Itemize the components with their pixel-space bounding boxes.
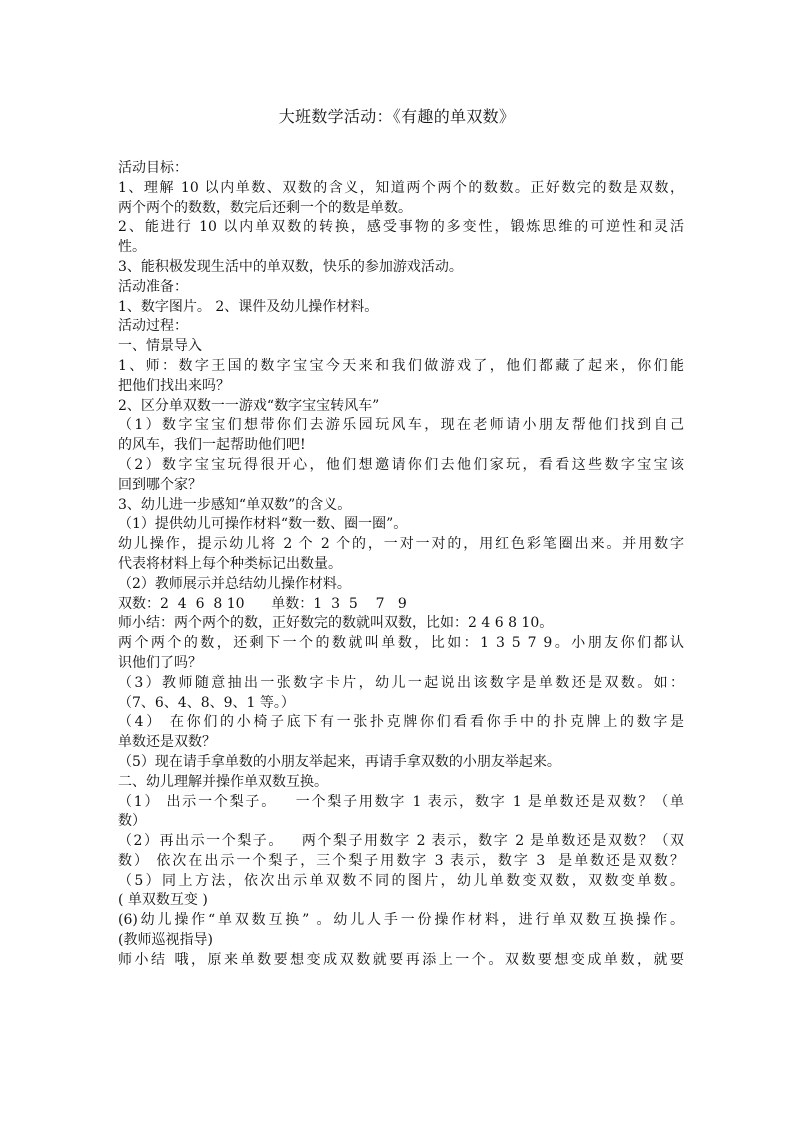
text-line: 数） xyxy=(118,813,146,830)
text-line: 双数：2 4 6 8 10 单数：1 3 5 7 9 xyxy=(118,595,407,612)
text-line: (6)幼儿操作“单双数互换” 。幼儿人手一份操作材料，进行单双数互换操作。 xyxy=(118,912,684,929)
document-body xyxy=(118,159,684,971)
text-line: 识他们了吗？ xyxy=(118,654,202,671)
text-line: 2、能进行 10 以内单双数的转换，感受事物的多变性，锻炼思维的可逆性和灵活 xyxy=(118,219,684,236)
text-line: 师小结：两个两个的数，正好数完的数就叫双数，比如：2 4 6 8 10。 xyxy=(118,615,554,632)
text-line: 代表将材料上每个种类标记出数量。 xyxy=(118,555,342,572)
text-line: 性。 xyxy=(118,239,146,256)
text-line: 的风车，我们一起帮助他们吧! xyxy=(118,437,306,454)
text-line: 1、师：数字王国的数字宝宝今天来和我们做游戏了，他们都藏了起来，你们能 xyxy=(118,357,684,374)
text-line: （4） 在你们的小椅子底下有一张扑克牌你们看看你手中的扑克牌上的数字是 xyxy=(118,714,684,731)
text-line: 3、幼儿进一步感知“单双数”的含义。 xyxy=(118,496,352,513)
text-line: （2）再出示一个梨子。 两个梨子用数字 2 表示，数字 2 是单数还是双数？（双 xyxy=(118,833,684,850)
text-line: 师小结 哦，原来单数要想变成双数就要再添上一个。双数要想变成单数，就要 xyxy=(118,951,684,968)
document-title: 大班数学活动：《有趣的单双数》 xyxy=(278,107,516,126)
text-line: （7、6、4、8、9、1 等。） xyxy=(118,694,295,711)
text-line: （2）数字宝宝玩得很开心，他们想邀请你们去他们家玩，看看这些数字宝宝该 xyxy=(118,456,684,473)
text-line: （3）教师随意抽出一张数字卡片，幼儿一起说出该数字是单数还是双数。如： xyxy=(118,674,684,691)
text-line: (教师巡视指导) xyxy=(118,932,213,949)
text-line: 1、数字图片。 2、课件及幼儿操作材料。 xyxy=(118,298,379,315)
text-line: （5）现在请手拿单数的小朋友举起来，再请手拿双数的小朋友举起来。 xyxy=(118,753,561,770)
text-line: （1） 出示一个梨子。 一个梨子用数字 1 表示，数字 1 是单数还是双数？（单 xyxy=(118,793,684,810)
text-line: 1、理解 10 以内单数、双数的含义，知道两个两个的数数。正好数完的数是双数， xyxy=(118,179,684,196)
text-line: 一、情景导入 xyxy=(118,338,202,355)
text-line: 单数还是双数？ xyxy=(118,734,216,751)
text-line: （5）同上方法，依次出示单双数不同的图片，幼儿单数变双数，双数变单数。 xyxy=(118,872,684,889)
text-line: ( 单双数互变 ) xyxy=(118,892,208,909)
text-line: （2）教师展示并总结幼儿操作材料。 xyxy=(118,575,351,592)
text-line: 数） 依次在出示一个梨子，三个梨子用数字 3 表示，数字 3 是单数还是双数？ xyxy=(118,852,684,869)
text-line: 把他们找出来吗？ xyxy=(118,377,230,394)
text-line: （1）数字宝宝们想带你们去游乐园玩风车，现在老师请小朋友帮他们找到自己 xyxy=(118,417,684,434)
text-line: 回到哪个家？ xyxy=(118,476,202,493)
text-line: 活动过程： xyxy=(118,318,188,335)
text-line: 活动准备： xyxy=(118,278,188,295)
text-line: 2、区分单双数一一游戏“数字宝宝转风车” xyxy=(118,397,380,414)
text-line: 两个两个的数，还剩下一个的数就叫单数，比如：1 3 5 7 9。小朋友你们都认 xyxy=(118,635,684,652)
text-line: 幼儿操作，提示幼儿将 2 个 2 个的，一对一对的，用红色彩笔圈出来。并用数字 xyxy=(118,536,684,553)
text-line: 二、幼儿理解并操作单双数互换。 xyxy=(118,773,328,790)
text-line: （1）提供幼儿可操作材料“数一数、圈一圈”。 xyxy=(118,516,408,533)
text-line: 活动目标： xyxy=(118,160,188,176)
text-line: 两个两个的数数，数完后还剩一个的数是单数。 xyxy=(118,199,412,216)
text-line: 3、能积极发现生活中的单双数，快乐的参加游戏活动。 xyxy=(118,258,463,275)
